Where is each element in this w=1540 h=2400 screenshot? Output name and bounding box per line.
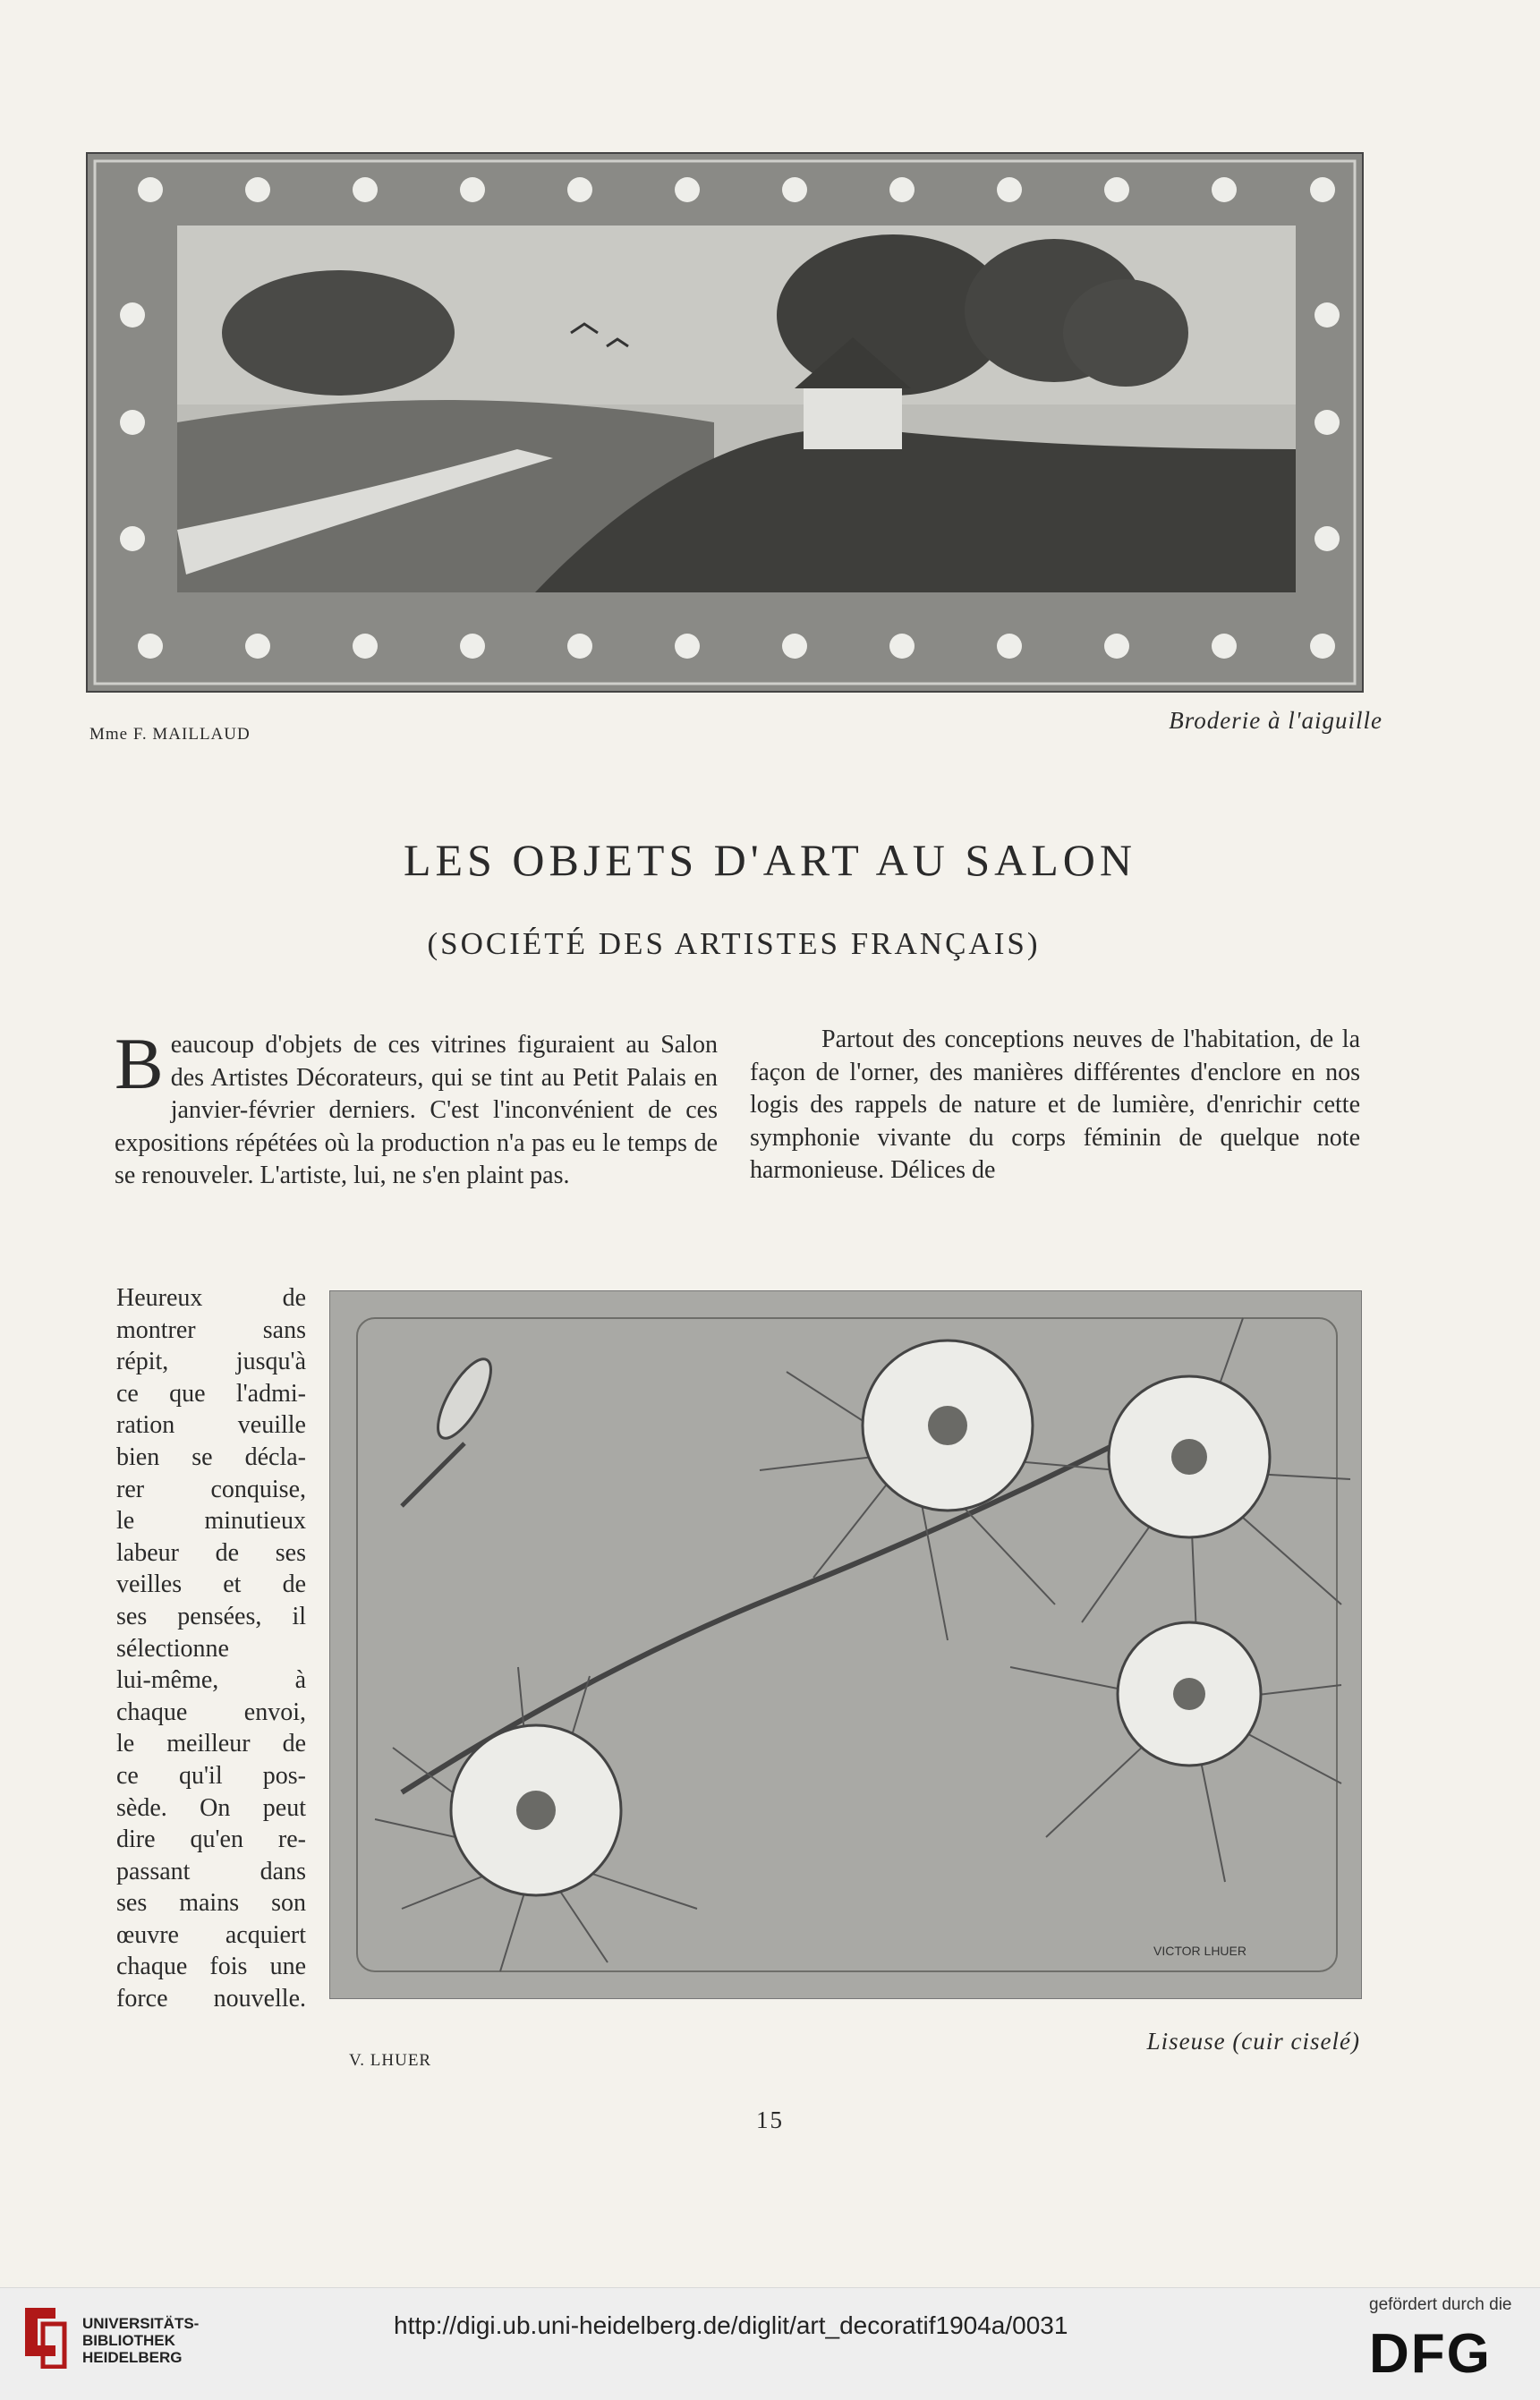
narrow-line: chaque envoi,	[116, 1698, 306, 1726]
embroidery-image	[86, 152, 1364, 693]
dfg-logo: DFG	[1369, 2323, 1492, 2385]
figure1-artist: Mme F. MAILLAUD	[89, 725, 251, 744]
figure2-caption: Liseuse (cuir ciselé)	[1146, 2028, 1360, 2055]
narrow-line: ses pensées, il	[116, 1602, 306, 1630]
article-title: LES OBJETS D'ART AU SALON	[403, 835, 1137, 885]
figure1-caption: Broderie à l'aiguille	[1169, 707, 1383, 734]
library-line: BIBLIOTHEK	[82, 2332, 175, 2349]
narrow-line: ration veuille	[116, 1411, 306, 1440]
narrow-line: bien se décla-	[116, 1443, 306, 1471]
narrow-line: Heureux de	[116, 1284, 306, 1312]
narrow-line: chaque fois une	[116, 1953, 306, 1981]
narrow-line: ce qu'il pos-	[116, 1761, 306, 1790]
library-line: UNIVERSITÄTS-	[82, 2315, 200, 2332]
page-number: 15	[756, 2106, 784, 2133]
left-column-narrow	[116, 1282, 306, 2015]
narrow-line: montrer sans	[116, 1315, 306, 1344]
library-name	[82, 2315, 199, 2366]
artwork-signature: VICTOR LHUER	[1153, 1944, 1246, 1958]
footer-bar	[0, 2287, 1540, 2400]
right-text: Partout des conceptions neuves de l'habitation, de la façon de l'orner, des manières différentes d'enclore en nos logis des rappels de nature et de lumière, d'enrichir cette symphonie vivante du corps féminin de quelque note harmonieuse. Délices de	[750, 1026, 1360, 1184]
narrow-line: le meilleur de	[116, 1730, 306, 1758]
narrow-line: rer conquise,	[116, 1475, 306, 1503]
narrow-line: ses mains son	[116, 1889, 306, 1918]
narrow-line: lui-même, à	[116, 1666, 306, 1695]
right-column-text	[750, 1024, 1360, 1187]
leather-cover-image	[329, 1290, 1362, 1999]
narrow-line: force nouvelle.	[116, 1985, 306, 2013]
figure2-artist: V. LHUER	[349, 2051, 432, 2070]
source-url-link[interactable]: http://digi.ub.uni-heidelberg.de/diglit/art_decoratif1904a/0031	[394, 2311, 1068, 2339]
narrow-line: sélectionne	[116, 1634, 229, 1663]
narrow-line: le minutieux	[116, 1507, 306, 1536]
left-intro-text: eaucoup d'objets de ces vitrines figuraient au Salon des Artistes Décorateurs, qui se tint au Petit Palais en janvier-février derniers. C'est l'inconvénient de ces expositions répétées où la production n'a pas eu le temps de se renouveler. L'artiste, lui, ne s'en plaint pas.	[115, 1031, 718, 1189]
narrow-line: veilles et de	[116, 1570, 306, 1599]
narrow-line: sède. On peut	[116, 1793, 306, 1822]
left-column-intro	[115, 1023, 718, 1193]
article-subtitle: (SOCIÉTÉ DES ARTISTES FRANÇAIS)	[427, 926, 1041, 961]
leather-cover-illustration	[330, 1291, 1361, 1998]
narrow-line: répit, jusqu'à	[116, 1348, 306, 1376]
library-line: HEIDELBERG	[82, 2349, 183, 2366]
embroidery-illustration	[88, 154, 1362, 691]
narrow-line: œuvre acquiert	[116, 1920, 306, 1949]
funder-note: gefördert durch die	[1369, 2295, 1512, 2314]
narrow-line: passant dans	[116, 1857, 306, 1885]
narrow-line: dire qu'en re-	[116, 1826, 306, 1854]
narrow-line: labeur de ses	[116, 1538, 306, 1567]
library-logo-icon	[20, 2299, 70, 2369]
narrow-line: ce que l'admi-	[116, 1379, 306, 1408]
dropcap: B	[115, 1023, 164, 1104]
